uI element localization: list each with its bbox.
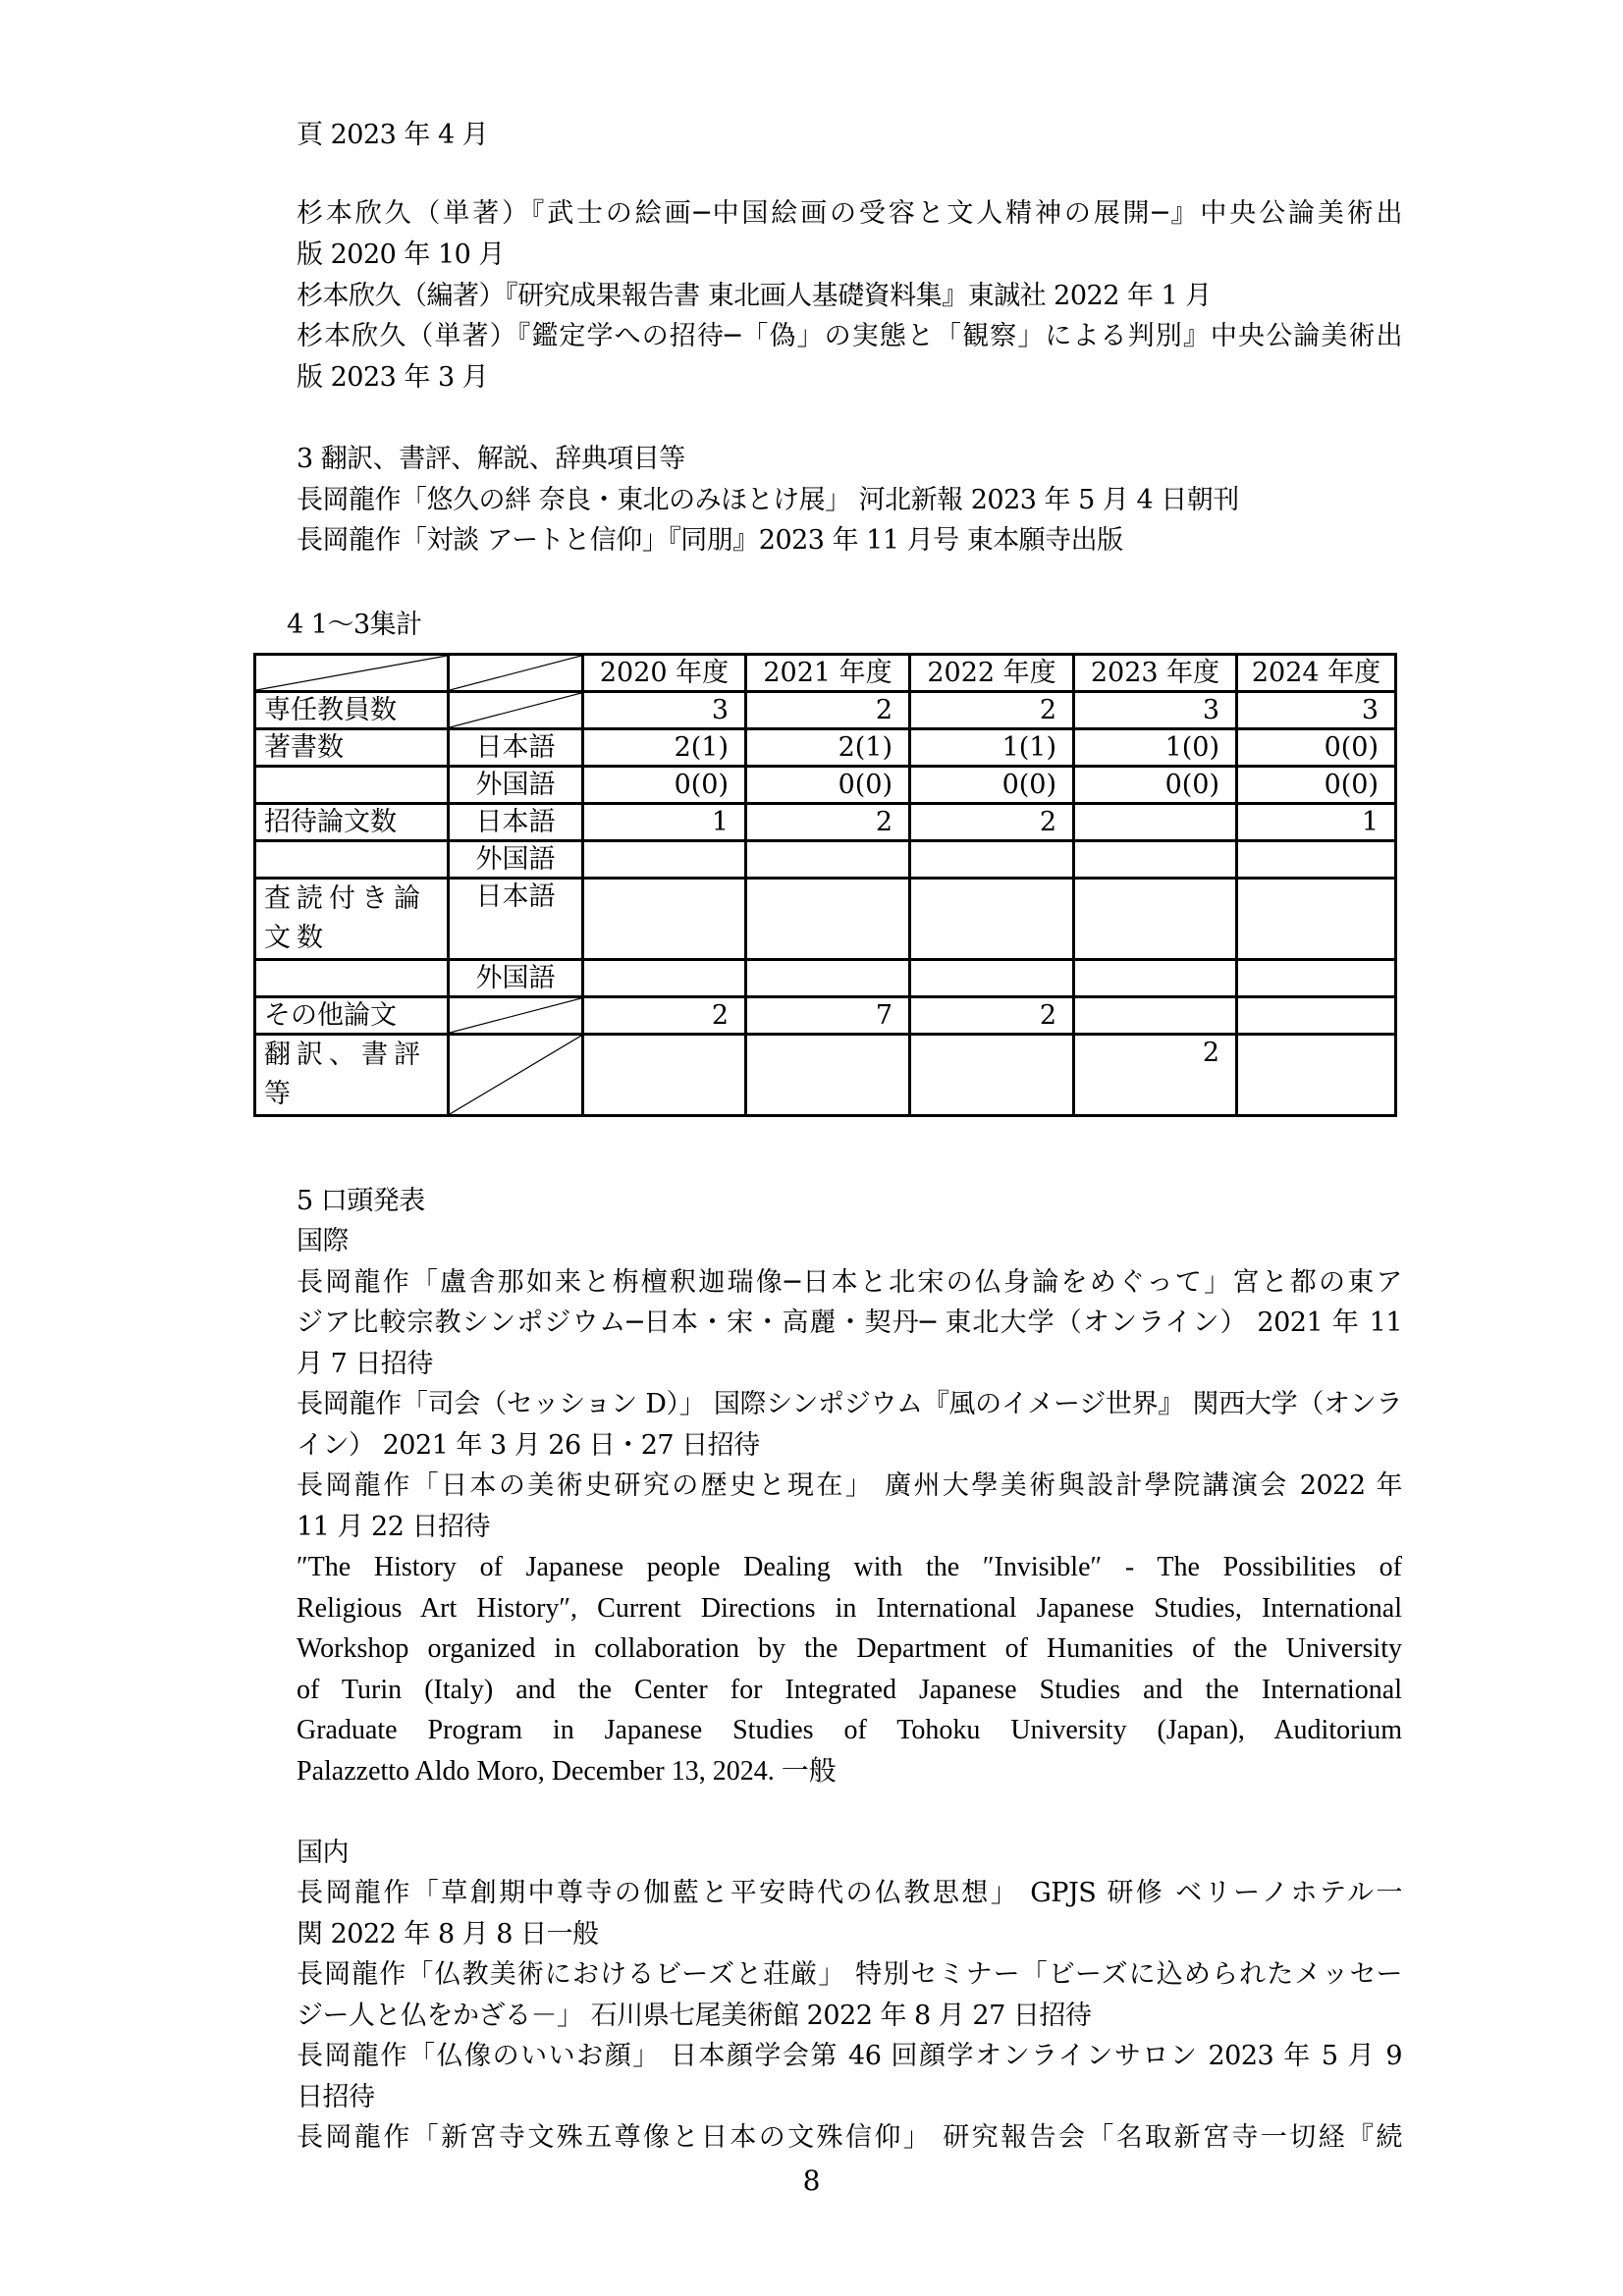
row-sublabel: 外国語 [449, 841, 583, 879]
row-sublabel: 日本語 [449, 729, 583, 767]
row-label: その他論文 [255, 997, 449, 1035]
column-header: 2020 年度 [583, 655, 746, 692]
text-line: 長岡龍作「仏教美術におけるビーズと荘厳」 特別セミナー「ビーズに込められたメッセー [297, 1959, 1403, 1990]
text-line: of Turin (Italy) and the Center for Integrated Japanese Studies and the International [297, 1675, 1402, 1705]
diagonal-cell [449, 655, 583, 692]
row-label: 招待論文数 [255, 804, 449, 841]
row-sublabel: 外国語 [449, 960, 583, 997]
table-cell: 3 [1074, 692, 1237, 729]
text-line: 関 2022 年 8 月 8 日一般 [297, 1919, 599, 1949]
table-cell: 2 [1074, 1035, 1237, 1116]
table-row [255, 960, 1396, 997]
table-cell: 7 [746, 997, 910, 1035]
page-number: 8 [802, 2164, 821, 2197]
text-line: ジア比較宗教シンポジウム─日本・宋・高麗・契丹─ 東北大学（オンライン） 2021 年 11 [297, 1308, 1402, 1338]
row-label: 専任教員数 [255, 692, 449, 729]
row-sublabel: 外国語 [449, 767, 583, 804]
table-row [255, 841, 1396, 879]
text-line: ジー人と仏をかざる－」 石川県七尾美術館 2022 年 8 月 27 日招待 [297, 2001, 1092, 2031]
text-line: 日招待 [297, 2082, 375, 2112]
table-cell: 0(0) [583, 767, 746, 804]
row-label: 著書数 [255, 729, 449, 767]
text-line: 杉本欣久（編著）『研究成果報告書 東北画人基礎資料集』東誠社 2022 年 1 月 [297, 281, 1212, 311]
row-label: 翻訳、書評等 [255, 1035, 449, 1116]
table-cell: 0(0) [1237, 767, 1396, 804]
list-item: 長岡龍作「悠久の絆 奈良・東北のみほとけ展」 河北新報 2023 年 5 月 4 日朝刊 [297, 485, 1239, 515]
text-line: 版 2023 年 3 月 [297, 362, 489, 393]
diagonal-cell [449, 997, 583, 1035]
table-row [255, 767, 1396, 804]
subsection-label: 国際 [297, 1226, 349, 1256]
table-row [255, 804, 1396, 841]
table-cell [910, 1035, 1074, 1116]
text-line: 11 月 22 日招待 [297, 1512, 490, 1542]
text-line: 長岡龍作「日本の美術史研究の歴史と現在」 廣州大學美術與設計學院講演会 2022 年 [297, 1470, 1402, 1501]
section-heading: 3 翻訳、書評、解説、辞典項目等 [297, 444, 685, 474]
list-item: 長岡龍作「対談 アートと信仰」『同朋』2023 年 11 月号 東本願寺出版 [297, 525, 1123, 556]
table-cell: 2 [746, 692, 910, 729]
table-row [255, 879, 1396, 960]
table-cell: 2(1) [583, 729, 746, 767]
table-row [255, 729, 1396, 767]
diagonal-cell [255, 655, 449, 692]
text-line: Religious Art History″, Current Directions in International Japanese Studies, International [297, 1593, 1402, 1624]
table-cell: 2 [746, 804, 910, 841]
table-cell [1074, 879, 1237, 960]
table-cell: 1 [583, 804, 746, 841]
text-line: 長岡龍作「草創期中尊寺の伽藍と平安時代の仏教思想」 GPJS 研修 ベリーノホテル一 [297, 1878, 1402, 1908]
diagonal-cell [449, 1035, 583, 1116]
text-line: 長岡龍作「司会（セッション D）」 国際シンポジウム『風のイメージ世界』 関西大学（オンラ [297, 1389, 1402, 1419]
table-cell [1074, 960, 1237, 997]
table-row [255, 692, 1396, 729]
text-line: 長岡龍作「盧舎那如来と栴檀釈迦瑞像─日本と北宋の仏身論をめぐって」宮と都の東ア [297, 1267, 1402, 1298]
table-cell [746, 1035, 910, 1116]
table-row [255, 997, 1396, 1035]
table-cell: 2 [910, 804, 1074, 841]
table-cell: 2 [583, 997, 746, 1035]
table-cell: 0(0) [910, 767, 1074, 804]
table-cell [1074, 804, 1237, 841]
table-cell [1237, 997, 1396, 1035]
table-cell: 2(1) [746, 729, 910, 767]
table-cell [1237, 879, 1396, 960]
text-line: 版 2020 年 10 月 [297, 240, 505, 270]
table-cell [746, 879, 910, 960]
table-cell [583, 960, 746, 997]
table-cell: 2 [910, 692, 1074, 729]
diagonal-cell [449, 692, 583, 729]
section-heading: 5 口頭発表 [297, 1186, 425, 1216]
table-cell: 1 [1237, 804, 1396, 841]
table-cell [910, 841, 1074, 879]
table-cell [910, 960, 1074, 997]
text-line: 杉本欣久（単著）『武士の絵画─中国絵画の受容と文人精神の展開─』中央公論美術出 [297, 198, 1402, 229]
summary-table [253, 653, 1397, 1117]
text-line: 長岡龍作「仏像のいいお顔」 日本顔学会第 46 回顔学オンラインサロン 2023 年 5 月 9 [297, 2041, 1402, 2071]
table-cell [1074, 997, 1237, 1035]
row-label [255, 960, 449, 997]
table-cell: 0(0) [746, 767, 910, 804]
table-cell: 3 [583, 692, 746, 729]
table-cell: 1(1) [910, 729, 1074, 767]
table-cell [910, 879, 1074, 960]
row-sublabel: 日本語 [449, 879, 583, 960]
column-header: 2021 年度 [746, 655, 910, 692]
table-row [255, 1035, 1396, 1116]
table-cell [583, 1035, 746, 1116]
table-cell [583, 841, 746, 879]
table-cell [746, 841, 910, 879]
table-cell [1074, 841, 1237, 879]
text-line: ″The History of Japanese people Dealing with the ″Invisible″ - The Possibilities of [297, 1552, 1402, 1582]
column-header: 2023 年度 [1074, 655, 1237, 692]
table-cell: 2 [910, 997, 1074, 1035]
table-cell [746, 960, 910, 997]
text-line: イン） 2021 年 3 月 26 日・27 日招待 [297, 1430, 760, 1461]
table-header-row [255, 655, 1396, 692]
table-cell [583, 879, 746, 960]
column-header: 2022 年度 [910, 655, 1074, 692]
table-cell: 0(0) [1237, 729, 1396, 767]
table-cell: 3 [1237, 692, 1396, 729]
text-line: 月 7 日招待 [297, 1349, 433, 1379]
text-line: 長岡龍作「新宮寺文殊五尊像と日本の文殊信仰」 研究報告会「名取新宮寺一切経『続 [297, 2122, 1402, 2153]
text-line: 杉本欣久（単著）『鑑定学への招待─「偽」の実態と「観察」による判別』中央公論美術出 [297, 321, 1402, 351]
row-label [255, 841, 449, 879]
table-cell: 0(0) [1074, 767, 1237, 804]
column-header: 2024 年度 [1237, 655, 1396, 692]
table-cell: 1(0) [1074, 729, 1237, 767]
row-label [255, 767, 449, 804]
text-line: Workshop organized in collaboration by the Department of Humanities of the University [297, 1633, 1402, 1664]
row-label: 査読付き論文数 [255, 879, 449, 960]
text-line: Palazzetto Aldo Moro, December 13, 2024. 一般 [297, 1756, 837, 1787]
table-cell [1237, 841, 1396, 879]
text-line: Graduate Program in Japanese Studies of Tohoku University (Japan), Auditorium [297, 1715, 1402, 1745]
section-heading: 4 1～3集計 [287, 610, 422, 640]
subsection-label: 国内 [297, 1838, 349, 1868]
row-sublabel: 日本語 [449, 804, 583, 841]
table-cell [1237, 960, 1396, 997]
table-cell [1237, 1035, 1396, 1116]
text-line: 頁 2023 年 4 月 [297, 120, 489, 150]
